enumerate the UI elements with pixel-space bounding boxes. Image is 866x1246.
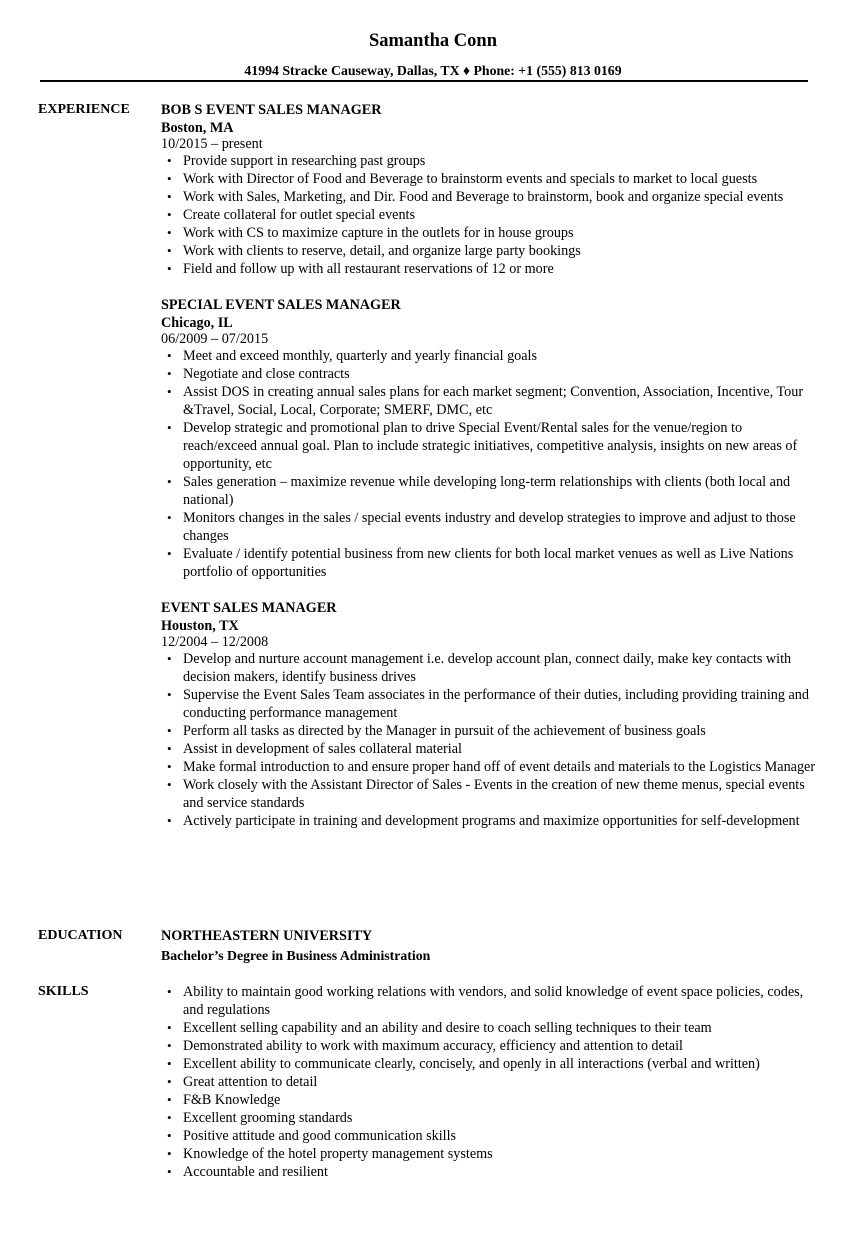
job-dates: 10/2015 – present — [161, 136, 263, 152]
bullet-item: • Assist DOS in creating annual sales plans for each market segment; Convention, Association, Incentive, Tour &Travel, Social, Local, Corporate; SMERF, DMC, etc — [161, 383, 816, 419]
education-entry — [161, 927, 816, 965]
bullet-item: • Perform all tasks as directed by the Manager in pursuit of the achievement of business goals — [161, 722, 816, 740]
skill-item: • Knowledge of the hotel property management systems — [161, 1145, 816, 1163]
skills-list — [161, 983, 816, 1181]
school-name: NORTHEASTERN UNIVERSITY — [161, 928, 373, 944]
skill-item: • Accountable and resilient — [161, 1163, 816, 1181]
job-entry — [161, 101, 816, 278]
bullet-item: • Work with clients to reserve, detail, and organize large party bookings — [161, 242, 816, 260]
bullet-item: • Sales generation – maximize revenue while developing long-term relationships with clients (both local and national) — [161, 473, 816, 509]
section-label-experience: EXPERIENCE — [38, 102, 130, 117]
bullet-item: • Monitors changes in the sales / special events industry and develop strategies to improve and adjust to those changes — [161, 509, 816, 545]
skill-item: • Positive attitude and good communication skills — [161, 1127, 816, 1145]
job-location: Houston, TX — [161, 618, 239, 634]
bullet-item: • Develop strategic and promotional plan to drive Special Event/Rental sales for the venue/region to reach/exceed annual goal. Plan to include strategic initiatives, competitive analysis, insights on new areas of opportunity, etc — [161, 419, 816, 473]
candidate-name: Samantha Conn — [368, 31, 497, 51]
bullet-item: • Supervise the Event Sales Team associates in the performance of their duties, including providing training and conducting performance management — [161, 686, 816, 722]
bullet-item: • Work with Sales, Marketing, and Dir. Food and Beverage to brainstorm, book and organize special events — [161, 188, 816, 206]
section-label-education: EDUCATION — [38, 928, 123, 943]
job-title: BOB S EVENT SALES MANAGER — [161, 102, 382, 118]
bullet-item: • Make formal introduction to and ensure proper hand off of event details and materials to the Logistics Manager — [161, 758, 816, 776]
job-location: Boston, MA — [161, 120, 234, 136]
job-bullets — [161, 650, 816, 830]
contact-line: 41994 Stracke Causeway, Dallas, TX ♦ Phone: +1 (555) 813 0169 — [244, 63, 622, 78]
job-dates: 12/2004 – 12/2008 — [161, 634, 269, 650]
job-entry — [161, 599, 816, 830]
skill-item: • F&B Knowledge — [161, 1091, 816, 1109]
job-title: EVENT SALES MANAGER — [161, 600, 337, 616]
bullet-item: • Negotiate and close contracts — [161, 365, 816, 383]
section-label-skills: SKILLS — [38, 984, 89, 999]
degree-name: Bachelor’s Degree in Business Administration — [161, 948, 431, 963]
job-entry — [161, 296, 816, 581]
bullet-item: • Meet and exceed monthly, quarterly and yearly financial goals — [161, 347, 816, 365]
skill-item: • Great attention to detail — [161, 1073, 816, 1091]
job-bullets — [161, 347, 816, 581]
job-title: SPECIAL EVENT SALES MANAGER — [161, 297, 401, 313]
job-location: Chicago, IL — [161, 315, 233, 331]
skill-item: • Excellent grooming standards — [161, 1109, 816, 1127]
experience-list — [161, 101, 816, 830]
skill-item: • Ability to maintain good working relations with vendors, and solid knowledge of event space policies, codes, and regulations — [161, 983, 816, 1019]
bullet-item: • Work closely with the Assistant Director of Sales - Events in the creation of new theme menus, special events and service standards — [161, 776, 816, 812]
bullet-item: • Develop and nurture account management i.e. develop account plan, connect daily, make key contacts with decision makers, identify business drives — [161, 650, 816, 686]
bullet-item: • Evaluate / identify potential business from new clients for both local market venues as well as Live Nations portfolio of opportunities — [161, 545, 816, 581]
header-divider — [40, 80, 808, 82]
job-dates: 06/2009 – 07/2015 — [161, 331, 269, 347]
bullet-item: • Actively participate in training and development programs and maximize opportunities for self-development — [161, 812, 816, 830]
bullet-item: • Work with Director of Food and Beverage to brainstorm events and specials to market to local guests — [161, 170, 816, 188]
skill-bullets — [161, 983, 816, 1181]
bullet-item: • Assist in development of sales collateral material — [161, 740, 816, 758]
skill-item: • Excellent ability to communicate clearly, concisely, and openly in all interactions (verbal and written) — [161, 1055, 816, 1073]
bullet-item: • Provide support in researching past groups — [161, 152, 816, 170]
skill-item: • Excellent selling capability and an ability and desire to coach selling techniques to their team — [161, 1019, 816, 1037]
bullet-item: • Create collateral for outlet special events — [161, 206, 816, 224]
skill-item: • Demonstrated ability to work with maximum accuracy, efficiency and attention to detail — [161, 1037, 816, 1055]
job-bullets — [161, 152, 816, 278]
bullet-item: • Field and follow up with all restaurant reservations of 12 or more — [161, 260, 816, 278]
bullet-item: • Work with CS to maximize capture in the outlets for in house groups — [161, 224, 816, 242]
